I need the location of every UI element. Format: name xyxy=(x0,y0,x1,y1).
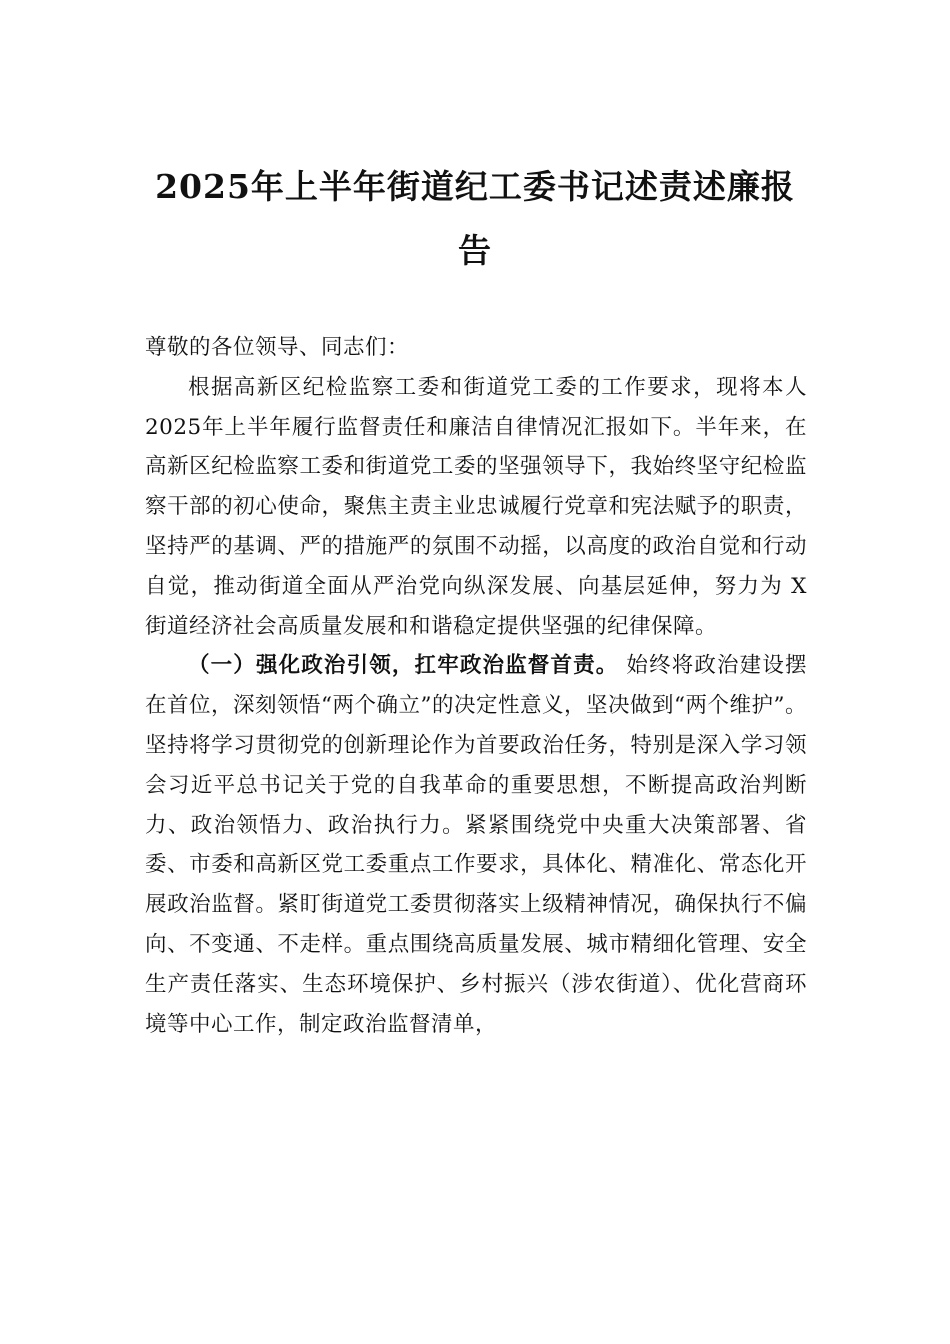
salutation: 尊敬的各位领导、同志们： xyxy=(145,335,410,360)
document-body xyxy=(145,328,807,1044)
section-1-heading: （一）强化政治引领，扛牢政治监督首责。 xyxy=(188,653,619,679)
intro-paragraph: 根据高新区纪检监察工委和街道党工委的工作要求，现将本人 2025年上半年履行监督责任和廉洁自律情况汇报如下。半年来，在高新区纪检监察工委和街道党工委的坚强领导下，我始终坚守纪检监察干部的初心使命，聚焦主责主业忠诚履行党章和宪法赋予的职责，坚持严的基调、严的措施严的氛围不动摇，以高度的政治自觉和行动自觉，推动街道全面从严治党向纵深发展、向基层延伸，努力为 X 街道经济社会高质量发展和和谐稳定提供坚强的纪律保障。 xyxy=(145,374,807,639)
section-1-text: 始终将政治建设摆在首位，深刻领悟“两个确立”的决定性意义，坚决做到“两个维护”。坚持将学习贯彻党的创新理论作为首要政治任务，特别是深入学习领会习近平总书记关于党的自我革命的重要思想，不断提高政治判断力、政治领悟力、政治执行力。紧紧围绕党中央重大决策部署、省委、市委和高新区党工委重点工作要求，具体化、精准化、常态化开展政治监督。紧盯街道党工委贯彻落实上级精神情况，确保执行不偏向、不变通、不走样。重点围绕高质量发展、城市精细化管理、安全生产责任落实、生态环境保护、乡村振兴（涉农街道）、优化营商环境等中心工作，制定政治监督清单， xyxy=(145,653,807,1037)
document-title: 2025年上半年街道纪工委书记述责述廉报告 xyxy=(155,167,795,270)
section-1-paragraph xyxy=(145,646,807,1044)
